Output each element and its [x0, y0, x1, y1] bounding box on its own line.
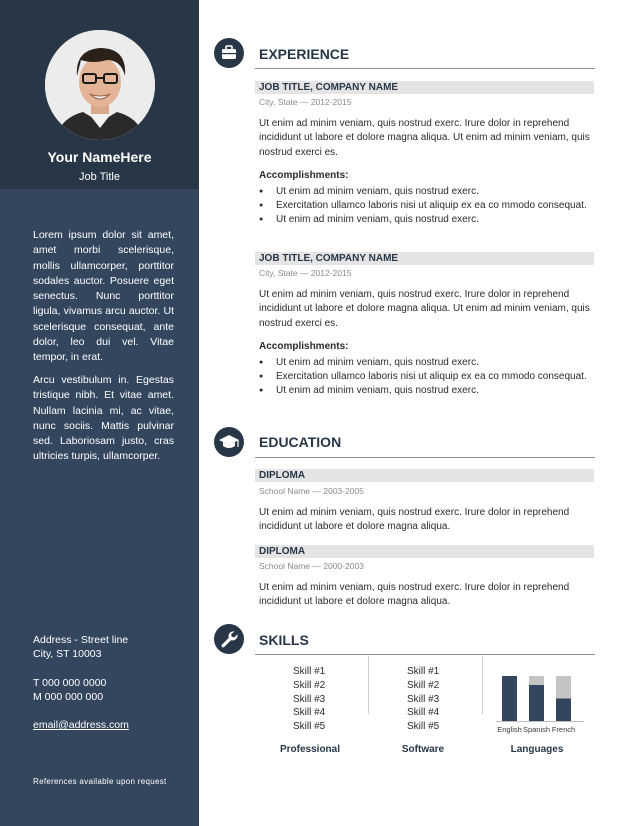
chart-bar-french: [556, 699, 571, 722]
chart-tick-label: English: [497, 725, 522, 734]
contact-city: City, ST 10003: [33, 648, 102, 661]
contact-email-link[interactable]: email@address.com: [33, 719, 129, 732]
contact-mobile: M 000 000 000: [33, 690, 104, 703]
education-heading: DIPLOMA: [255, 545, 594, 558]
education-meta: School Name — 2003-2005: [259, 486, 364, 496]
contact-phone: T 000 000 0000: [33, 676, 107, 689]
chart-bar-remainder: [529, 676, 544, 685]
skill-item: Skill #5: [407, 721, 440, 733]
list-item: ● Ut enim ad minim veniam, quis nostrud exerc.: [259, 356, 590, 370]
contact-address: Address - Street line: [33, 634, 129, 646]
bio-paragraph: Lorem ipsum dolor sit amet, amet morbi scelerisque, mollis ullamcorper, porttitor sodales auctor. Posuere eget senectus. Nunc porttitor ligula, vivamus arcu auctor. Ut scelerisque consequat, ante dolor, leo dui vel. Vitae tempor, in erat.: [33, 229, 174, 364]
job-description: Ut enim ad minim veniam, quis nostrud exerc. Irure dolor in reprehend incididunt ut labore et dolore magna aliqua. Ut enim ad minim veniam, quis nostrud exerci es.: [259, 289, 590, 329]
skills-divider: [368, 656, 369, 714]
profile-job-title: Job Title: [79, 171, 120, 183]
skill-item: Skill #4: [407, 707, 440, 719]
languages-bar-chart: [494, 670, 586, 738]
list-item: ● Exercitation ullamco laboris nisi ut aliquip ex ea co mmodo consequat.: [259, 199, 590, 213]
chart-bar-spanish: [529, 685, 544, 721]
briefcase-icon: [214, 38, 244, 68]
skills-divider: [482, 656, 483, 714]
sidebar: [0, 0, 199, 826]
education-heading: DIPLOMA: [255, 469, 594, 482]
education-meta: School Name — 2000-2003: [259, 561, 364, 571]
list-item: ● Ut enim ad minim veniam, quis nostrud exerc.: [259, 384, 590, 398]
education-description: Ut enim ad minim veniam, quis nostrud exerc. Irure dolor in reprehend incididunt ut labore et dolore magna aliqua.: [259, 507, 570, 533]
job-description: Ut enim ad minim veniam, quis nostrud exerc. Irure dolor in reprehend incididunt ut labore et dolore magna aliqua. Ut enim ad minim veniam, quis nostrud exerci es.: [259, 118, 590, 158]
section-title-skills: SKILLS: [259, 632, 309, 648]
contact-spacer: [33, 704, 129, 718]
chart-tick-label: Spanish: [522, 725, 551, 734]
accomplishments-label: Accomplishments:: [259, 170, 349, 181]
skill-item: Skill #1: [293, 666, 326, 677]
professional-skills-list: [293, 665, 325, 734]
bio-paragraph: Arcu vestibulum in. Egestas tristique nibh. Et vitae amet. Nullam lacinia mi, ac vitae, nunc sociis. Mattis pulvinar sed. Laboriosam justo, cras ultricies turpis, ullamcorper.: [33, 374, 174, 463]
skills-caption-software: Software: [401, 744, 445, 755]
skills-caption-professional: Professional: [279, 744, 341, 755]
skill-item: Skill #3: [407, 693, 440, 705]
profile-photo: [45, 30, 155, 140]
list-item: ● Ut enim ad minim veniam, quis nostrud exerc.: [259, 213, 590, 227]
section-divider: [255, 68, 595, 69]
job-heading: JOB TITLE, COMPANY NAME: [255, 252, 594, 265]
list-item: ● Exercitation ullamco laboris nisi ut aliquip ex ea co mmodo consequat.: [259, 370, 590, 384]
contact-block: [33, 633, 129, 732]
wrench-icon: [214, 624, 244, 654]
accomplishments-list: [259, 185, 590, 226]
graduation-cap-icon: [214, 427, 244, 457]
accomplishments-list: [259, 356, 590, 397]
skill-item: Skill #4: [293, 707, 326, 719]
section-divider: [255, 457, 595, 458]
skill-item: Skill #5: [293, 721, 326, 733]
skill-item: Skill #3: [293, 693, 326, 705]
software-skills-list: [407, 665, 439, 734]
job-meta: City, State — 2012-2015: [259, 268, 352, 278]
skill-item: Skill #2: [407, 679, 440, 691]
skills-caption-languages: Languages: [510, 744, 564, 755]
chart-bar-english: [502, 676, 517, 721]
contact-spacer: [33, 661, 129, 675]
profile-name: Your NameHere: [47, 149, 152, 165]
list-item: ● Ut enim ad minim veniam, quis nostrud exerc.: [259, 185, 590, 199]
job-heading: JOB TITLE, COMPANY NAME: [255, 81, 594, 94]
chart-tick-label: French: [551, 725, 576, 734]
chart-bar-remainder: [556, 676, 571, 699]
sidebar-header: [0, 0, 199, 189]
job-meta: City, State — 2012-2015: [259, 97, 352, 107]
section-divider: [255, 654, 595, 655]
skill-item: Skill #1: [407, 666, 440, 677]
references-note: References available upon request: [33, 777, 167, 786]
section-title-experience: EXPERIENCE: [259, 46, 350, 62]
education-description: Ut enim ad minim veniam, quis nostrud exerc. Irure dolor in reprehend incididunt ut labore et dolore magna aliqua.: [259, 582, 570, 608]
accomplishments-label: Accomplishments:: [259, 341, 349, 352]
section-title-education: EDUCATION: [259, 434, 342, 450]
skill-item: Skill #2: [293, 679, 326, 691]
